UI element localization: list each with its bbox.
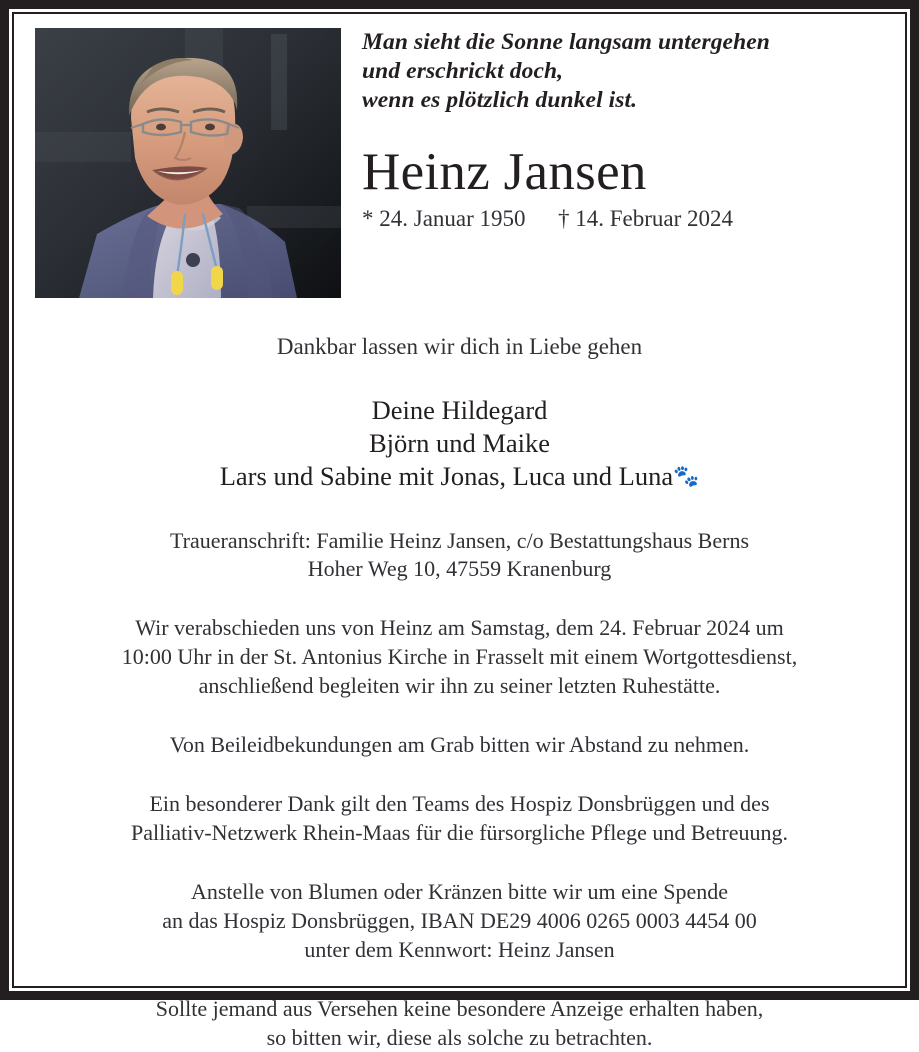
donation-line-iban: an das Hospiz Donsbrüggen, IBAN DE29 4006 0265 0003 4454 00: [162, 908, 757, 933]
notice-header: [14, 14, 905, 302]
death-notice-inner-frame: [12, 12, 907, 1050]
thanks-line: Ein besonderer Dank gilt den Teams des Hospiz Donsbrüggen und des: [149, 791, 770, 816]
condolence-line: Von Beileidbekundungen am Grab bitten wir Abstand zu nehmen.: [169, 732, 750, 757]
service-line: Wir verabschieden uns von Heinz am Samstag, dem 24. Februar 2024 um: [135, 615, 784, 640]
family-line-with-paw: [32, 460, 887, 493]
epigraph-line: wenn es plötzlich dunkel ist.: [362, 87, 638, 113]
address-line: Hoher Weg 10, 47559 Kranenburg: [307, 556, 612, 581]
epigraph-line: und erschrickt doch,: [362, 58, 564, 84]
portrait-photo: [35, 28, 341, 298]
life-dates: [362, 205, 889, 233]
header-text-column: [362, 28, 889, 233]
mourning-address: [32, 527, 887, 583]
family-line: Björn und Maike: [368, 428, 551, 458]
death-date: † 14. Februar 2024: [558, 206, 734, 231]
closing-note: [32, 994, 887, 1052]
service-line: 10:00 Uhr in der St. Antonius Kirche in Frasselt mit einem Wortgottesdienst,: [121, 644, 798, 669]
epigraph-line: Man sieht die Sonne langsam untergehen: [362, 29, 770, 55]
donation-line: Anstelle von Blumen oder Kränzen bitte wir um eine Spende: [190, 879, 729, 904]
thanks-note: [32, 789, 887, 847]
closing-line: Sollte jemand aus Versehen keine besondere Anzeige erhalten haben,: [155, 996, 764, 1021]
farewell-line: Dankbar lassen wir dich in Liebe gehen: [276, 334, 643, 359]
notice-body: [14, 332, 905, 1052]
funeral-service-details: [32, 613, 887, 700]
condolence-request: [32, 730, 887, 759]
epigraph: [362, 28, 889, 115]
family-signatures: [32, 394, 887, 493]
deceased-name: Heinz Jansen: [362, 143, 647, 201]
family-line-text: Lars und Sabine mit Jonas, Luca und Luna: [219, 461, 674, 491]
donation-request: [32, 877, 887, 964]
family-line: Deine Hildegard: [371, 395, 548, 425]
donation-line-keyword: unter dem Kennwort: Heinz Jansen: [304, 937, 615, 962]
paw-print-icon: 🐾: [673, 464, 700, 488]
birth-date: * 24. Januar 1950: [362, 206, 526, 231]
address-line: Traueranschrift: Familie Heinz Jansen, c/o Bestattungshaus Berns: [169, 528, 749, 553]
closing-line: so bitten wir, diese als solche zu betrachten.: [266, 1025, 653, 1050]
service-line: anschließend begleiten wir ihn zu seiner letzten Ruhestätte.: [198, 673, 721, 698]
thanks-line: Palliativ-Netzwerk Rhein-Maas für die fürsorgliche Pflege und Betreuung.: [131, 820, 788, 845]
